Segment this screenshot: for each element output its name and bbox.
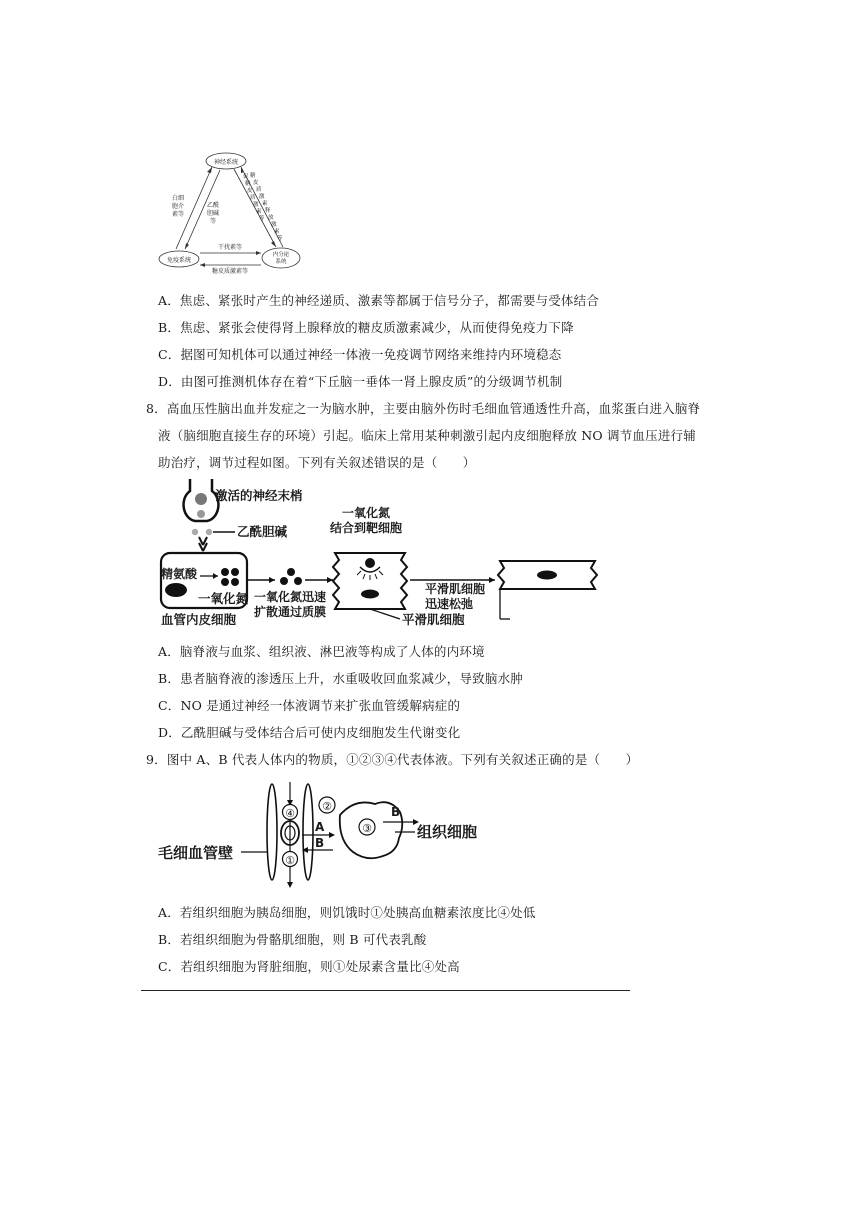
vesicle xyxy=(197,510,205,518)
relaxed-nucleus xyxy=(537,571,557,580)
label-b-left: B xyxy=(315,836,325,850)
ach-molecule xyxy=(206,529,212,535)
label-acth-0: 促 xyxy=(243,174,249,180)
label-crh-7: 激 xyxy=(271,222,277,228)
capillary-wall-right xyxy=(303,784,313,880)
q8-option-b: B．患者脑脊液的渗透压上升，水重吸收回血浆减少，导致脑水肿 xyxy=(158,671,523,686)
label-acth-3: 质 xyxy=(250,195,256,201)
q8-option-a: A．脑脊液与血浆、组织液、淋巴液等构成了人体的内环境 xyxy=(158,644,485,659)
label-interleukin-3: 素等 xyxy=(171,211,185,218)
fluid-2-label: ② xyxy=(322,800,332,813)
label-acth-5: 素 xyxy=(256,209,262,215)
q9-option-a: A．若组织细胞为胰岛细胞，则饥饿时①处胰高血糖素浓度比④处低 xyxy=(158,905,536,920)
label-nerve-end: 激活的神经末梢 xyxy=(215,488,303,503)
endocrine-system-node xyxy=(262,248,300,268)
q7-option-c: C．据图可知机体可以通过神经一体液一免疫调节网络来维持内环境稳态 xyxy=(158,347,562,362)
fluid-3-label: ③ xyxy=(362,822,372,835)
q7-option-d: D．由图可推测机体存在着“下丘脑一垂体一肾上腺皮质”的分级调节机制 xyxy=(158,374,563,389)
fluid-4-label: ④ xyxy=(285,807,295,820)
label-crh-5: 释 xyxy=(265,208,271,214)
body-fluid-diagram xyxy=(155,780,515,890)
smooth-muscle-nucleus xyxy=(361,590,379,599)
label-diffuse-2: 扩散通过质膜 xyxy=(254,605,327,619)
label-crh-4: 素 xyxy=(262,201,268,207)
label-endothelial: 血管内皮细胞 xyxy=(161,612,237,627)
label-acth-1: 糖 xyxy=(245,181,251,187)
q8-option-d: D．乙酰胆碱与受体结合后可使内皮细胞发生代谢变化 xyxy=(158,725,461,740)
label-relax-1: 平滑肌细胞 xyxy=(425,582,486,596)
q8-option-c: C．NO 是通过神经一体液调节来扩张血管缓解病症的 xyxy=(158,698,461,713)
label-crh-8: 素 xyxy=(274,229,280,235)
ach-molecule xyxy=(192,529,198,535)
label-b-right: B xyxy=(391,805,401,819)
label-no-inside: 一氧化氮 xyxy=(198,591,249,606)
label-interleukin-2: 胞介 xyxy=(171,203,185,210)
label-acth-4: 激 xyxy=(253,202,259,208)
q9-stem: 9．图中 A、B 代表人体内的物质，①②③④代表体液。下列有关叙述正确的是（ ） xyxy=(146,752,639,767)
label-arginine: 精氨酸 xyxy=(161,567,198,581)
label-crh-9: 等 xyxy=(277,236,283,242)
immune-system-label: 免疫系统 xyxy=(166,257,192,264)
q7-option-a: A．焦虑、紧张时产生的神经递质、激素等都属于信号分子，都需要与受体结合 xyxy=(158,293,600,308)
label-a: A xyxy=(315,820,325,834)
label-crh-3: 激 xyxy=(259,194,265,200)
q7-option-b: B．焦虑、紧张会使得肾上腺释放的糖皮质激素减少，从而使得免疫力下降 xyxy=(158,320,574,335)
label-no-binding-1: 一氧化氮 xyxy=(342,506,391,520)
label-relax-2: 迅速松弛 xyxy=(425,597,474,611)
endocrine-system-label-1: 内分泌 xyxy=(272,252,290,258)
footer-divider xyxy=(141,990,630,991)
label-ach-2: 胆碱 xyxy=(206,210,220,217)
label-ach: 乙酰胆碱 xyxy=(237,524,288,539)
label-glucocorticoid: 糖皮质激素等 xyxy=(211,268,249,275)
q8-stem-line-2: 液（脑细胞直接生存的环境）引起。临床上常用某种刺激引起内皮细胞释放 NO 调节血压进行辅 xyxy=(158,428,696,443)
endocrine-system-label-2: 系统 xyxy=(275,259,287,265)
label-ach-3: 等 xyxy=(209,218,217,225)
label-no-binding-2: 结合到靶细胞 xyxy=(330,521,403,535)
endothelial-nucleus xyxy=(165,583,187,597)
no-pathway-diagram xyxy=(155,477,605,635)
q9-option-b: B．若组织细胞为骨骼肌细胞，则 B 可代表乳酸 xyxy=(158,932,427,947)
label-tissue-cell: 组织细胞 xyxy=(417,823,478,841)
label-interferon: 干扰素等 xyxy=(217,244,243,251)
q8-stem-line-1: 8．高血压性脑出血并发症之一为脑水肿，主要由脑外伤时毛细血管通透性升高，血浆蛋白进入脑脊 xyxy=(146,401,701,416)
regulation-network-diagram xyxy=(150,145,325,275)
label-crh-1: 皮 xyxy=(253,180,259,186)
capillary-wall-left xyxy=(267,784,277,880)
vesicle xyxy=(195,493,207,505)
fluid-1-label: ① xyxy=(285,854,295,867)
q9-option-c: C．若组织细胞为肾脏细胞，则①处尿素含量比④处高 xyxy=(158,959,460,974)
label-interleukin-1: 白细 xyxy=(171,195,185,202)
label-ach-1: 乙酰 xyxy=(206,202,220,209)
label-capillary-wall: 毛细血管壁 xyxy=(158,844,234,862)
label-smooth-muscle: 平滑肌细胞 xyxy=(402,612,465,627)
label-crh-6: 放 xyxy=(268,215,274,221)
label-acth-6: 等 xyxy=(259,216,265,222)
label-crh-2: 质 xyxy=(256,187,262,193)
label-crh-0: 糖 xyxy=(250,173,256,179)
label-diffuse-1: 一氧化氮迅速 xyxy=(254,590,327,604)
nervous-system-label: 神经系统 xyxy=(213,159,239,166)
label-acth-2: 皮 xyxy=(247,188,253,194)
q8-stem-line-3: 助治疗，调节过程如图。下列有关叙述错误的是（ ） xyxy=(158,455,476,470)
